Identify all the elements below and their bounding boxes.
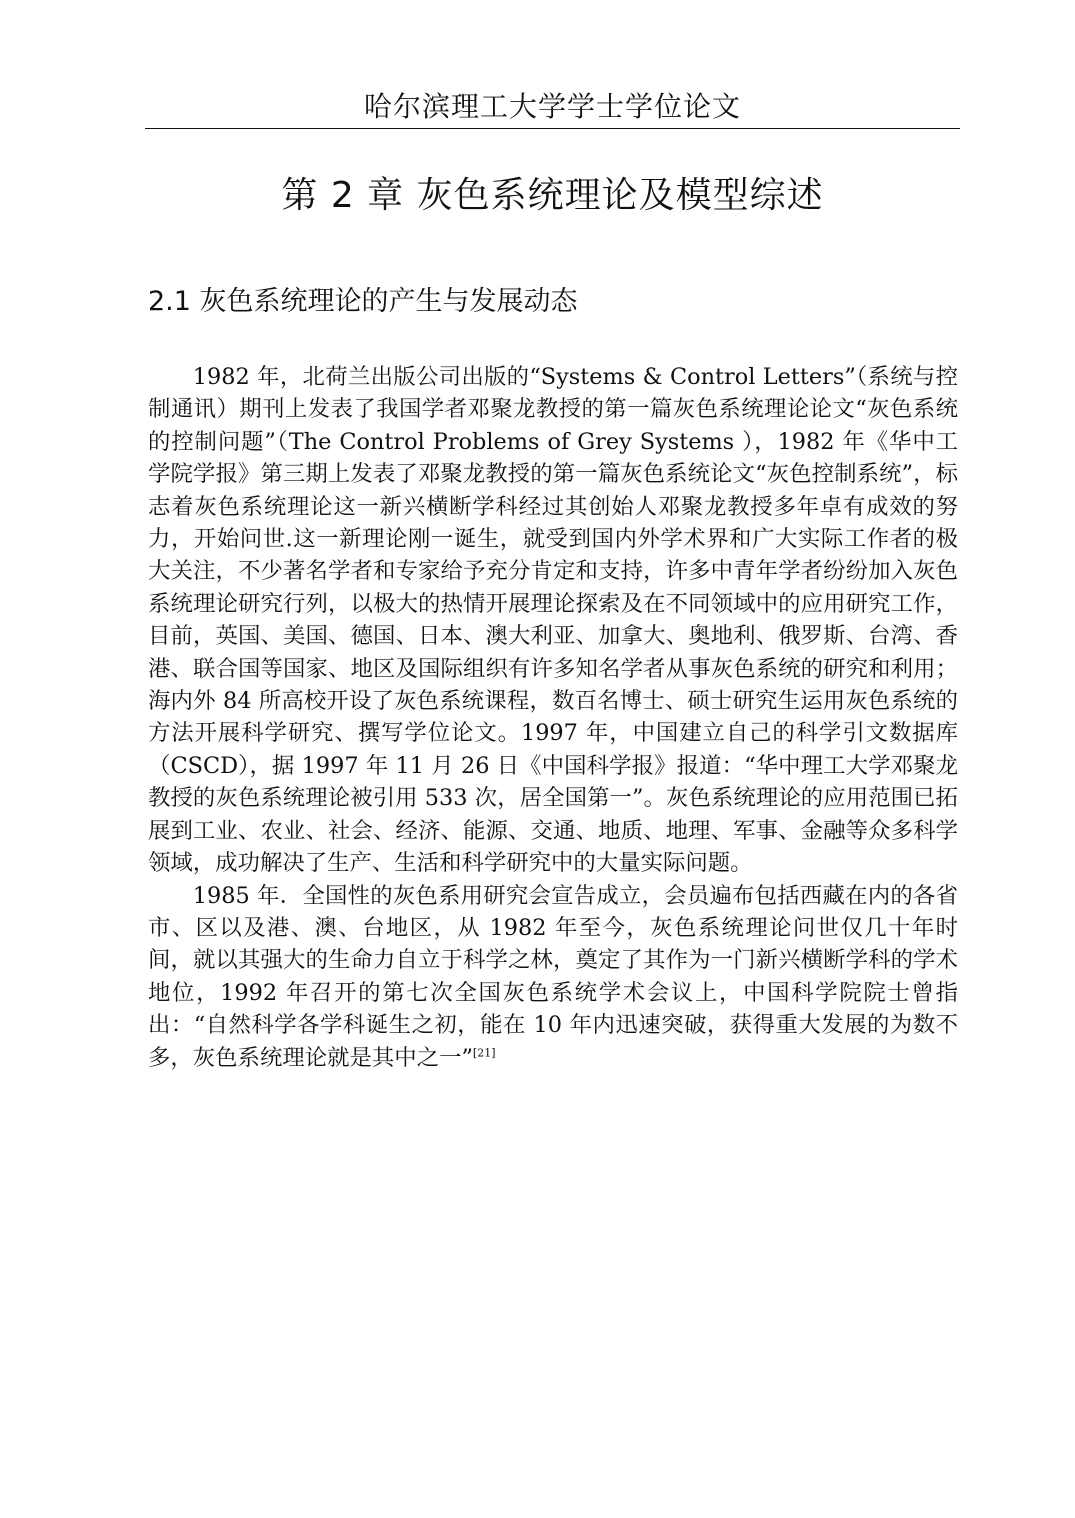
body-text — [148, 361, 958, 1074]
paragraph — [148, 880, 958, 1074]
running-header: 哈尔滨理工大学学士学位论文 — [363, 90, 741, 123]
citation-ref[interactable]: [21] — [472, 1046, 496, 1060]
paragraph: 1982 年，北荷兰出版公司出版的“Systems & Control Letters”（系统与控制通讯）期刊上发表了我国学者邓聚龙教授的第一篇灰色系统理论论文“灰色系统的控制问题”（The Control Problems of Grey Systems ），1982 年《华中工学院学报》第三期上发表了邓聚龙教授的第一篇灰色系统论文“灰色控制系统”，标志着灰色系统理论这一新兴横断学科经过其创始人邓聚龙教授多年卓有成效的努力，开始问世.这一新理论刚一诞生，就受到国内外学术界和广大实际工作者的极大关注，不少著名学者和专家给予充分肯定和支持，许多中青年学者纷纷加入灰色系统理论研究行列，以极大的热情开展理论探索及在不同领域中的应用研究工作，目前，英国、美国、德国、日本、澳大利亚、加拿大、奥地利、俄罗斯、台湾、香港、联合国等国家、地区及国际组织有许多知名学者从事灰色系统的研究和利用；海内外 84 所高校开设了灰色系统课程，数百名博士、硕士研究生运用灰色系统的方法开展科学研究、撰写学位论文。1997 年，中国建立自己的科学引文数据库（CSCD），据 1997 年 11 月 26 日《中国科学报》报道：“华中理工大学邓聚龙教授的灰色系统理论被引用 533 次，居全国第一”。灰色系统理论的应用范围已拓展到工业、农业、社会、经济、能源、交通、地质、地理、军事、金融等众多科学领域，成功解决了生产、生活和科学研究中的大量实际问题。 — [148, 364, 958, 877]
section-title: 2.1 灰色系统理论的产生与发展动态 — [148, 286, 578, 317]
header-rule — [145, 128, 960, 129]
chapter-title: 第 2 章 灰色系统理论及模型综述 — [281, 175, 824, 216]
paragraph-text: 1985 年．全国性的灰色系用研究会宣告成立，会员遍布包括西藏在内的各省市、区以及港、澳、台地区，从 1982 年至今，灰色系统理论问世仅几十年时间，就以其强大的生命力自立于科学之林，奠定了其作为一门新兴横断学科的学术地位，1992 年召开的第七次全国灰色系统学术会议上，中国科学院院士曾指出：“自然科学各学科诞生之初，能在 10 年内迅速突破，获得重大发展的为数不多，灰色系统理论就是其中之一” — [148, 882, 958, 1071]
